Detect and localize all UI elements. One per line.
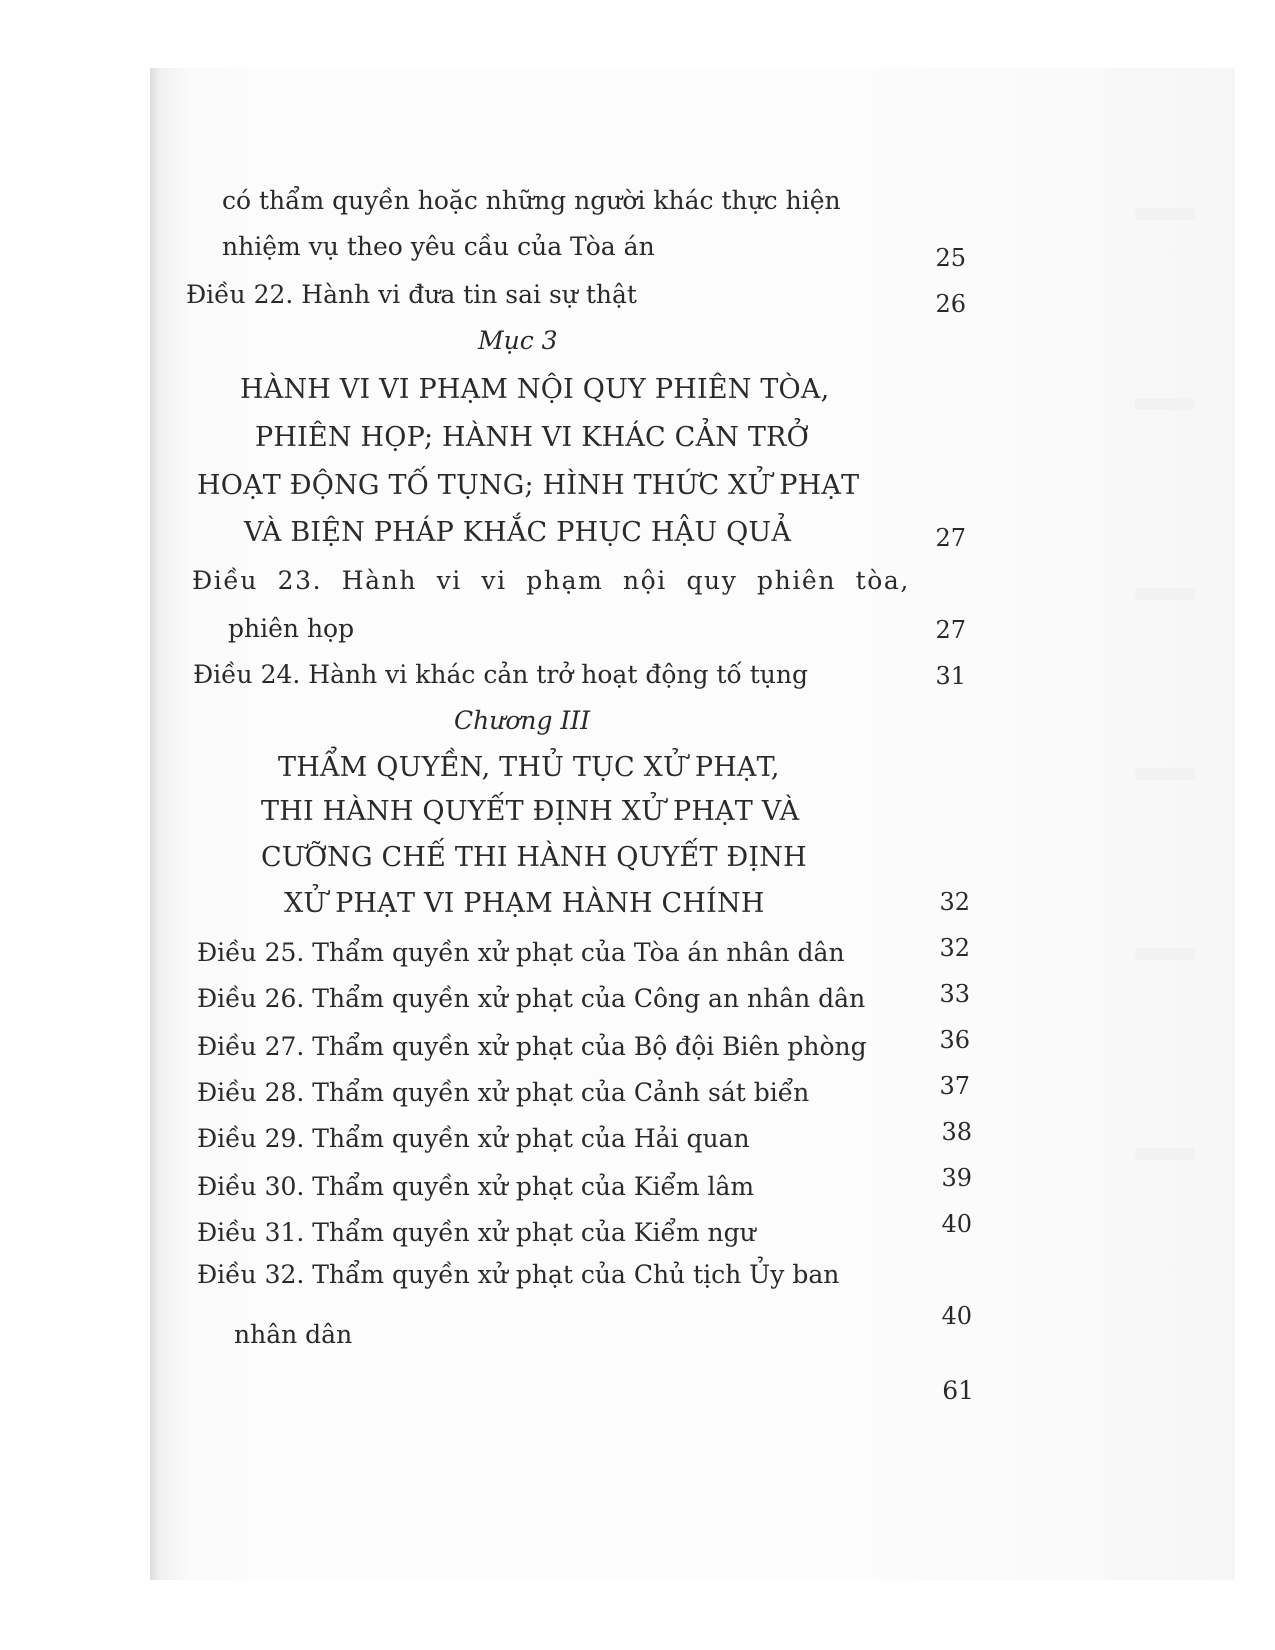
section-heading-line: HÀNH VI VI PHẠM NỘI QUY PHIÊN TÒA, bbox=[240, 374, 830, 405]
toc-page-number: 40 bbox=[941, 1302, 972, 1330]
bleed-through-mark bbox=[1135, 208, 1195, 220]
toc-page-number: 33 bbox=[939, 980, 970, 1008]
toc-page-number: 26 bbox=[935, 290, 966, 318]
toc-entry-article: Điều 26. Thẩm quyền xử phạt của Công an nhân dân bbox=[197, 984, 866, 1013]
section-heading-line: HOẠT ĐỘNG TỐ TỤNG; HÌNH THỨC XỬ PHẠT bbox=[197, 470, 860, 501]
toc-entry-article: Điều 31. Thẩm quyền xử phạt của Kiểm ngư bbox=[197, 1218, 756, 1247]
toc-entry-article: Điều 30. Thẩm quyền xử phạt của Kiểm lâm bbox=[197, 1172, 755, 1201]
section-heading-line: PHIÊN HỌP; HÀNH VI KHÁC CẢN TRỞ bbox=[255, 422, 809, 453]
toc-continuation-line: có thẩm quyền hoặc những người khác thực hiện bbox=[222, 186, 841, 215]
bleed-through-mark bbox=[1135, 398, 1195, 410]
chapter-label: Chương III bbox=[454, 706, 591, 735]
chapter-heading-line: XỬ PHẠT VI PHẠM HÀNH CHÍNH bbox=[284, 888, 765, 919]
page-number: 61 bbox=[942, 1376, 974, 1405]
toc-page-number: 32 bbox=[939, 934, 970, 962]
toc-page-number: 37 bbox=[939, 1072, 970, 1100]
toc-page-number: 25 bbox=[935, 244, 966, 272]
toc-entry-article-32-cont: nhân dân bbox=[234, 1320, 353, 1349]
toc-entry-article: Điều 28. Thẩm quyền xử phạt của Cảnh sát biển bbox=[197, 1078, 810, 1107]
chapter-heading-line: THI HÀNH QUYẾT ĐỊNH XỬ PHẠT VÀ bbox=[261, 796, 800, 827]
toc-page-number: 40 bbox=[941, 1210, 972, 1238]
toc-entry-article: Điều 29. Thẩm quyền xử phạt của Hải quan bbox=[197, 1124, 750, 1153]
bleed-through-mark bbox=[1135, 948, 1195, 960]
toc-entry-article-23: Điều 23. Hành vi vi phạm nội quy phiên tòa, bbox=[192, 566, 910, 595]
toc-page-number: 32 bbox=[939, 888, 970, 916]
toc-entry-article-23-cont: phiên họp bbox=[228, 614, 355, 643]
bleed-through-mark bbox=[1135, 768, 1195, 780]
toc-page-number: 31 bbox=[935, 662, 966, 690]
chapter-heading-line: CƯỠNG CHẾ THI HÀNH QUYẾT ĐỊNH bbox=[261, 842, 807, 873]
toc-entry-article: Điều 27. Thẩm quyền xử phạt của Bộ đội Biên phòng bbox=[197, 1032, 867, 1061]
toc-continuation-line: nhiệm vụ theo yêu cầu của Tòa án bbox=[222, 232, 655, 261]
bleed-through-mark bbox=[1135, 588, 1195, 600]
toc-page-number: 38 bbox=[941, 1118, 972, 1146]
section-label: Mục 3 bbox=[478, 326, 558, 355]
bleed-through-mark bbox=[1135, 1148, 1195, 1160]
toc-entry-article-22: Điều 22. Hành vi đưa tin sai sự thật bbox=[186, 280, 637, 309]
toc-entry-article: Điều 25. Thẩm quyền xử phạt của Tòa án nhân dân bbox=[197, 938, 845, 967]
toc-entry-article-24: Điều 24. Hành vi khác cản trở hoạt động tố tụng bbox=[193, 660, 808, 689]
section-heading-line: VÀ BIỆN PHÁP KHẮC PHỤC HẬU QUẢ bbox=[244, 517, 792, 548]
toc-page-number: 39 bbox=[941, 1164, 972, 1192]
toc-page-number: 27 bbox=[935, 616, 966, 644]
chapter-heading-line: THẨM QUYỀN, THỦ TỤC XỬ PHẠT, bbox=[278, 752, 780, 783]
toc-entry-article-32: Điều 32. Thẩm quyền xử phạt của Chủ tịch Ủy ban bbox=[197, 1260, 840, 1289]
toc-page-number: 36 bbox=[939, 1026, 970, 1054]
toc-page-number: 27 bbox=[935, 524, 966, 552]
